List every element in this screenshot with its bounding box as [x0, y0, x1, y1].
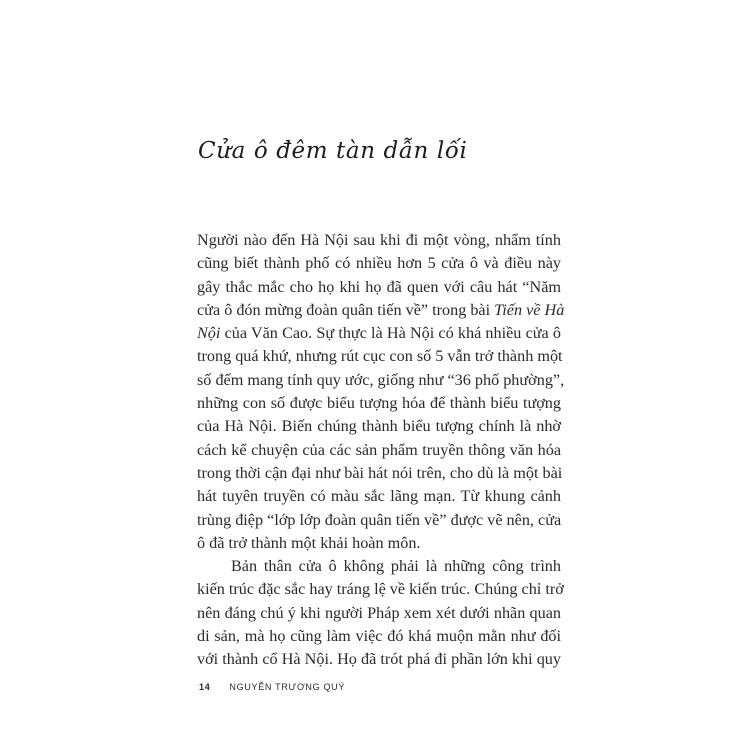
- text-line: [197, 369, 565, 392]
- song-title-italic: Tiến về Hà: [494, 300, 565, 319]
- text-line: [197, 299, 565, 322]
- text-line: [197, 648, 561, 671]
- song-title-italic: Nội: [197, 324, 221, 343]
- text-line: [197, 555, 561, 578]
- text-segment: nên đáng chú ý khi người Pháp xem xét dưới nhãn quan: [197, 603, 561, 622]
- body-text: [197, 229, 565, 672]
- text-segment: của Văn Cao. Sự thực là Hà Nội có khá nhiều cửa ô: [220, 324, 561, 343]
- text-segment: những con số được biểu tượng hóa để thành biểu tượng: [197, 394, 561, 413]
- text-segment: gây thắc mắc cho họ khi họ đã quen với câu hát “Năm: [197, 277, 561, 296]
- running-footer: [199, 682, 345, 692]
- chapter-title: Cửa ô đêm tàn dẫn lối: [198, 138, 468, 164]
- text-segment: trong thời cận đại như bài hát nói trên, cho dù là một bài: [197, 463, 563, 482]
- text-segment: cửa ô đón mừng đoàn quân tiến về” trong bài: [197, 300, 495, 319]
- text-line: [197, 322, 561, 345]
- text-line: [197, 625, 561, 648]
- text-segment: cách kể chuyện của các sản phẩm truyền thông văn hóa: [197, 440, 561, 459]
- text-line: [197, 415, 561, 438]
- paragraph-1: [197, 229, 565, 555]
- text-segment: di sản, mà họ cũng làm việc đó khá muộn mằn như đối: [197, 627, 561, 646]
- text-segment: Người nào đến Hà Nội sau khi đi một vòng, nhẩm tính: [197, 231, 561, 249]
- text-segment: số đếm mang tính quy ước, giống như “36 phố phường”,: [197, 370, 565, 389]
- text-segment: với thành cổ Hà Nội. Họ đã trót phá đi phần lớn khi quy: [197, 650, 561, 669]
- text-line: [197, 276, 561, 299]
- text-segment: kiến trúc đặc sắc hay tráng lệ về kiến trúc. Chúng chỉ trở: [197, 580, 564, 599]
- text-line: [197, 578, 564, 601]
- text-segment: cũng biết thành phố có nhiều hơn 5 cửa ô và điều này: [197, 254, 561, 273]
- text-segment: hát tuyên truyền có màu sắc lãng mạn. Từ khung cảnh: [197, 487, 561, 506]
- text-segment: trùng điệp “lớp lớp đoàn quân tiến về” được vẽ nên, cửa: [197, 510, 562, 529]
- page-number: 14: [199, 682, 211, 692]
- text-line: [197, 602, 561, 625]
- text-line: [197, 509, 561, 532]
- author-name: NGUYỄN TRƯƠNG QUÝ: [229, 682, 346, 692]
- text-line: [197, 485, 561, 508]
- text-segment: của Hà Nội. Biến chúng thành biểu tượng chính là nhờ: [197, 417, 561, 436]
- text-line: [197, 392, 561, 415]
- text-line: [197, 439, 561, 462]
- text-line: [197, 345, 561, 368]
- text-line: [197, 532, 561, 555]
- text-segment: trong quá khứ, nhưng rút cục con số 5 vẫn trở thành một: [197, 347, 563, 366]
- text-line: [197, 462, 561, 485]
- text-segment: Bản thân cửa ô không phải là những công trình: [231, 557, 561, 576]
- text-line: [197, 252, 561, 275]
- text-line: [197, 229, 561, 252]
- text-segment: ô đã trở thành một khải hoàn môn.: [197, 533, 421, 552]
- paragraph-2: [197, 555, 564, 671]
